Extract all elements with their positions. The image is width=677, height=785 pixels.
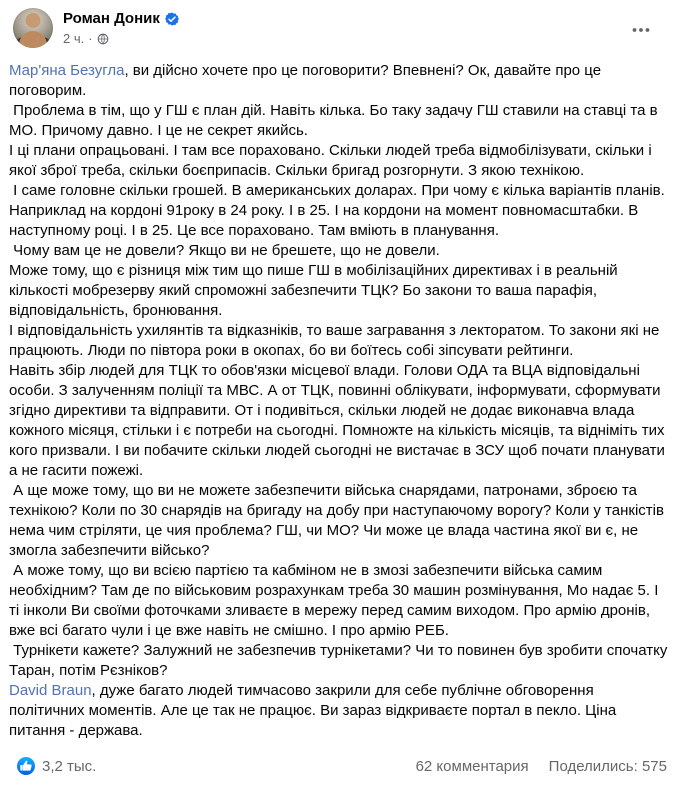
post-paragraph [9, 181, 668, 241]
post-paragraph [9, 61, 668, 101]
post-paragraph [9, 681, 668, 741]
post-paragraph [9, 261, 668, 321]
reactions-summary[interactable] [17, 757, 96, 775]
post-paragraph [9, 561, 668, 641]
text-segment: Турнікети кажете? Залужний не забезпечив турнікетами? Чи то повинен був зробити спочатку Таран, потім Рєзніков? [9, 642, 672, 679]
thumbs-up-icon [17, 757, 35, 775]
more-options-button[interactable] [625, 8, 663, 46]
post-header [0, 0, 677, 48]
text-segment: А може тому, що ви всією партією та кабміном не в змозі забезпечити війська самим необхідним? Там де по військовим розрахункам треба 30 машин розмінування, Мо надає 5. І ті інколи Ви своїми фоточками зливаєте в мережу перед самим виходом. Про армію дронів, вже всі багато чули і це вже навіть не смішно. І про армію РЕБ. [9, 562, 663, 639]
comments-count[interactable]: 62 комментария [415, 757, 529, 775]
text-segment: Проблема в тім, що у ГШ є план дій. Навіть кілька. Бо таку задачу ГШ ставили на ставці та в МО. Причому давно. І це не секрет якийсь. [9, 102, 662, 139]
text-segment: А ще може тому, що ви не можете забезпечити війська снарядами, патронами, зброєю та технікою? Коли по 30 снарядів на бригаду на добу при наступаючому ворогу? Коли у танкістів нема чим стріляти, це чия проблема? ГШ, чи МО? Чи може це влада частина якої ви є, не змогла забезпечити військо? [9, 482, 669, 559]
text-segment: , ви дійсно хочете про це поговорити? Впевнені? Ок, давайте про це поговорим. [9, 62, 606, 99]
author-row [63, 10, 625, 27]
text-segment: І саме головне скільки грошей. В американських доларах. При чому є кілька варіантів планів. Наприклад на кордоні 91року в 24 року. І в 25. І на кордони на момент повномасштабки. В наступному році. І в 25. Це все пораховано. Там вміють в планування. [9, 182, 669, 239]
globe-icon [97, 33, 109, 45]
post-paragraph [9, 361, 668, 481]
text-segment: Чому вам це не довели? Якщо ви не брешете, що не довели. [9, 242, 440, 259]
post-paragraph [9, 321, 668, 361]
author-name[interactable]: Роман Доник [63, 10, 160, 27]
post-paragraph [9, 141, 668, 181]
mention-link[interactable]: David Braun [9, 682, 92, 699]
reactions-count: 3,2 тыс. [42, 757, 97, 775]
post-meta [63, 31, 625, 46]
ellipsis-icon [631, 20, 651, 40]
verified-badge-icon [165, 12, 179, 26]
text-segment: І ці плани опрацьовані. І там все пораховано. Скільки людей треба відмобілізувати, скільки і якої зброї треба, скільки боєприпасів. Скільки бригад розгорнути. З якою технікою. [9, 142, 656, 179]
post-paragraph [9, 241, 668, 261]
header-info [63, 8, 625, 46]
timestamp[interactable]: 2 ч. [63, 31, 85, 46]
text-segment: , дуже багато людей тимчасово закрили для себе публічне обговорення політичних моментів. Але це так не працює. Ви зараз відкриваєте портал в пекло. Ціна питання - держава. [9, 682, 621, 739]
meta-separator: · [88, 31, 93, 46]
mention-link[interactable]: Мар'яна Безугла [9, 62, 125, 79]
post-paragraph [9, 641, 672, 681]
text-segment: І відповідальність ухилянтів та відказніків, то ваше загравання з лекторатом. То закони які не працюють. Люди по півтора роки в окопах, бо ви боїтесь собі зіпсувати рейтинги. [9, 322, 664, 359]
avatar[interactable] [13, 8, 53, 48]
counts [416, 758, 667, 775]
text-segment: Може тому, що є різниця між тим що пише ГШ в мобілізаційних директивах і в реальній кількості мобрезерву який спроможні забезпечити ТЦК? Бо закони то ваша парафія, відповідальність, бронювання. [9, 262, 622, 319]
post-paragraph [9, 481, 668, 561]
post-text [0, 48, 677, 749]
shares-count[interactable]: Поделились: 575 [548, 757, 667, 775]
post-paragraph [9, 101, 668, 141]
text-segment: Навіть збір людей для ТЦК то обов'язки місцевої влади. Голови ОДА та ВЦА відповідальні особи. З залученням поліції та МВС. А от ТЦК, повинні облікувати, інформувати, сформувати згідно директиви та відправити. От і подивіться, скільки людей не додає виконавча влада кожного місяця, стільки і є потреби на сьогодні. Помножте на кількість місяців, та відніміть тих кого призвали. І ви побачите скільки людей сьогодні не вистачає в ЗСУ щоб почати планувати а не гасити пожежі. [9, 362, 670, 479]
